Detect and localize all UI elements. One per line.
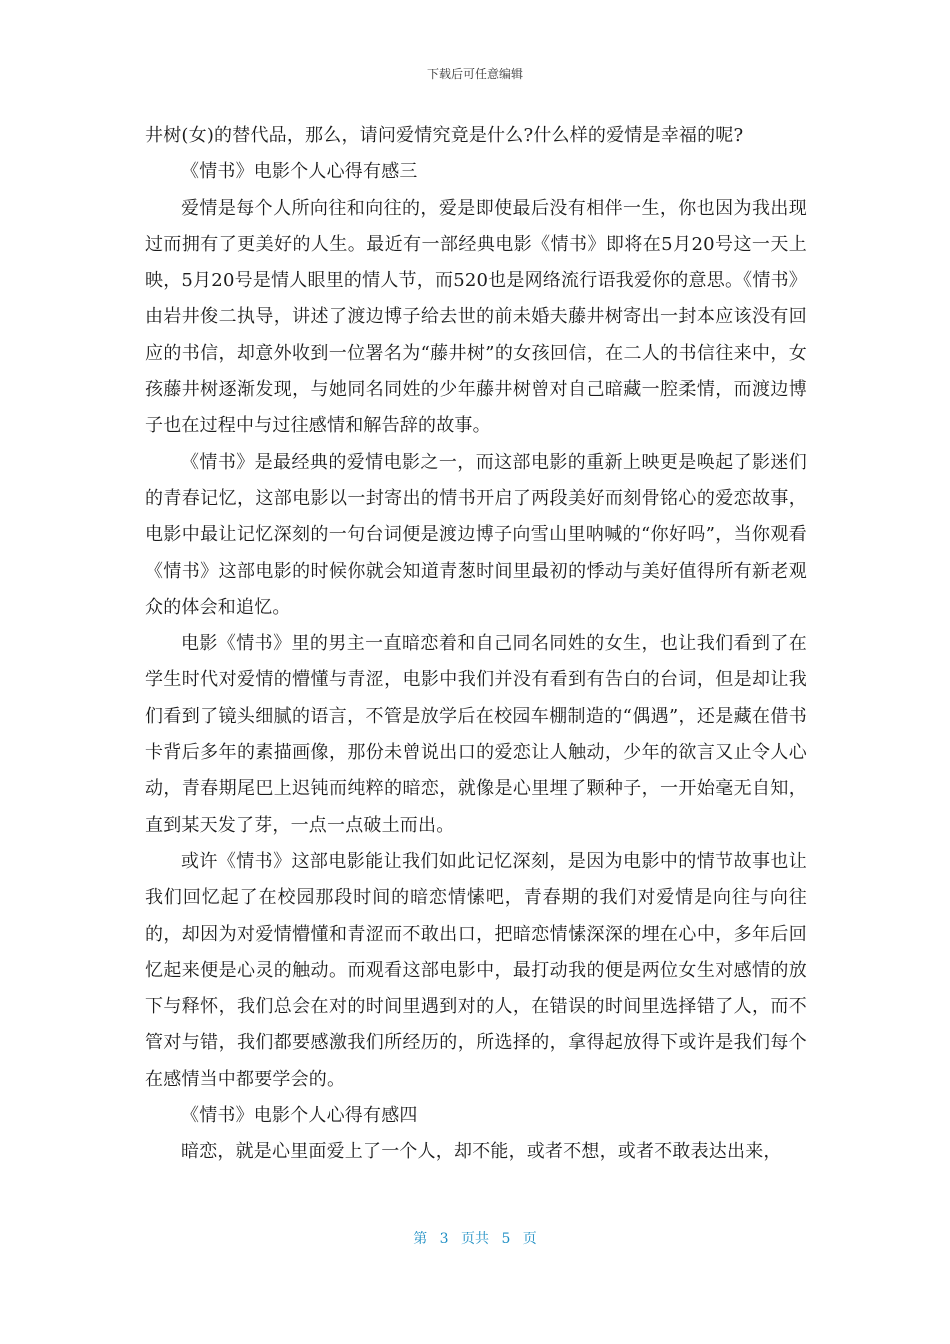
paragraph: 暗恋，就是心里面爱上了一个人，却不能，或者不想，或者不敢表达出来， <box>181 1141 782 1163</box>
paragraph: 《情书》是最经典的爱情电影之一，而这部电影的重新上映更是唤起了影迷们的青春记忆，这部电影以一封寄出的情书开启了两段美好而刻骨铭心的爱恋故事，电影中最让记忆深刻的一句台词便是渡边博子向雪山里呐喊的“你好吗”，当你观看《情书》这部电影的时候你就会知道青葱时间里最初的悸动与美好值得所有新老观众的体会和追忆。 <box>145 451 807 618</box>
section-heading-3: 《情书》电影个人心得有感三 <box>181 161 418 183</box>
section-heading-4: 《情书》电影个人心得有感四 <box>181 1105 418 1127</box>
paragraph: 电影《情书》里的男主一直暗恋着和自己同名同姓的女生，也让我们看到了在学生时代对爱情的懵懂与青涩，电影中我们并没有看到有告白的台词，但是却让我们看到了镜头细腻的语言，不管是放学后在校园车棚制造的“偶遇”，还是藏在借书卡背后多年的素描画像，那份未曾说出口的爱恋让人触动，少年的欲言又止令人心动，青春期尾巴上迟钝而纯粹的暗恋，就像是心里埋了颗种子，一开始毫无自知，直到某天发了芽，一点一点破土而出。 <box>145 633 807 836</box>
paragraph: 或许《情书》这部电影能让我们如此记忆深刻，是因为电影中的情节故事也让我们回忆起了在校园那段时间的暗恋情愫吧，青春期的我们对爱情是向往与向往的，却因为对爱情懵懂和青涩而不敢出口，把暗恋情愫深深的埋在心中，多年后回忆起来便是心灵的触动。而观看这部电影中，最打动我的便是两位女生对感情的放下与释怀，我们总会在对的时间里遇到对的人，在错误的时间里选择错了人，而不管对与错，我们都要感激我们所经历的，所选择的，拿得起放得下或许是我们每个在感情当中都要学会的。 <box>145 850 807 1090</box>
page-header: 下载后可任意编辑 <box>426 67 523 81</box>
paragraph-continuation: 井树(女)的替代品，那么，请问爱情究竟是什么?什么样的爱情是幸福的呢? <box>145 125 744 146</box>
paragraph: 爱情是每个人所向往和向往的，爱是即使最后没有相伴一生，你也因为我出现过而拥有了更美好的人生。最近有一部经典电影《情书》即将在5月20号这一天上映，5月20号是情人眼里的情人节，而520也是网络流行语我爱你的意思。《情书》由岩井俊二执导，讲述了渡边博子给去世的前未婚夫藤井树寄出一封本应该没有回应的书信，却意外收到一位署名为“藤井树”的女孩回信，在二人的书信往来中，女孩藤井树逐渐发现，与她同名同姓的少年藤井树曾对自己暗藏一腔柔情，而渡边博子也在过程中与过往感情和解告辞的故事。 <box>145 197 807 437</box>
page-number-footer: 第 3 页共 5 页 <box>413 1231 537 1247</box>
document-body <box>145 118 807 1171</box>
